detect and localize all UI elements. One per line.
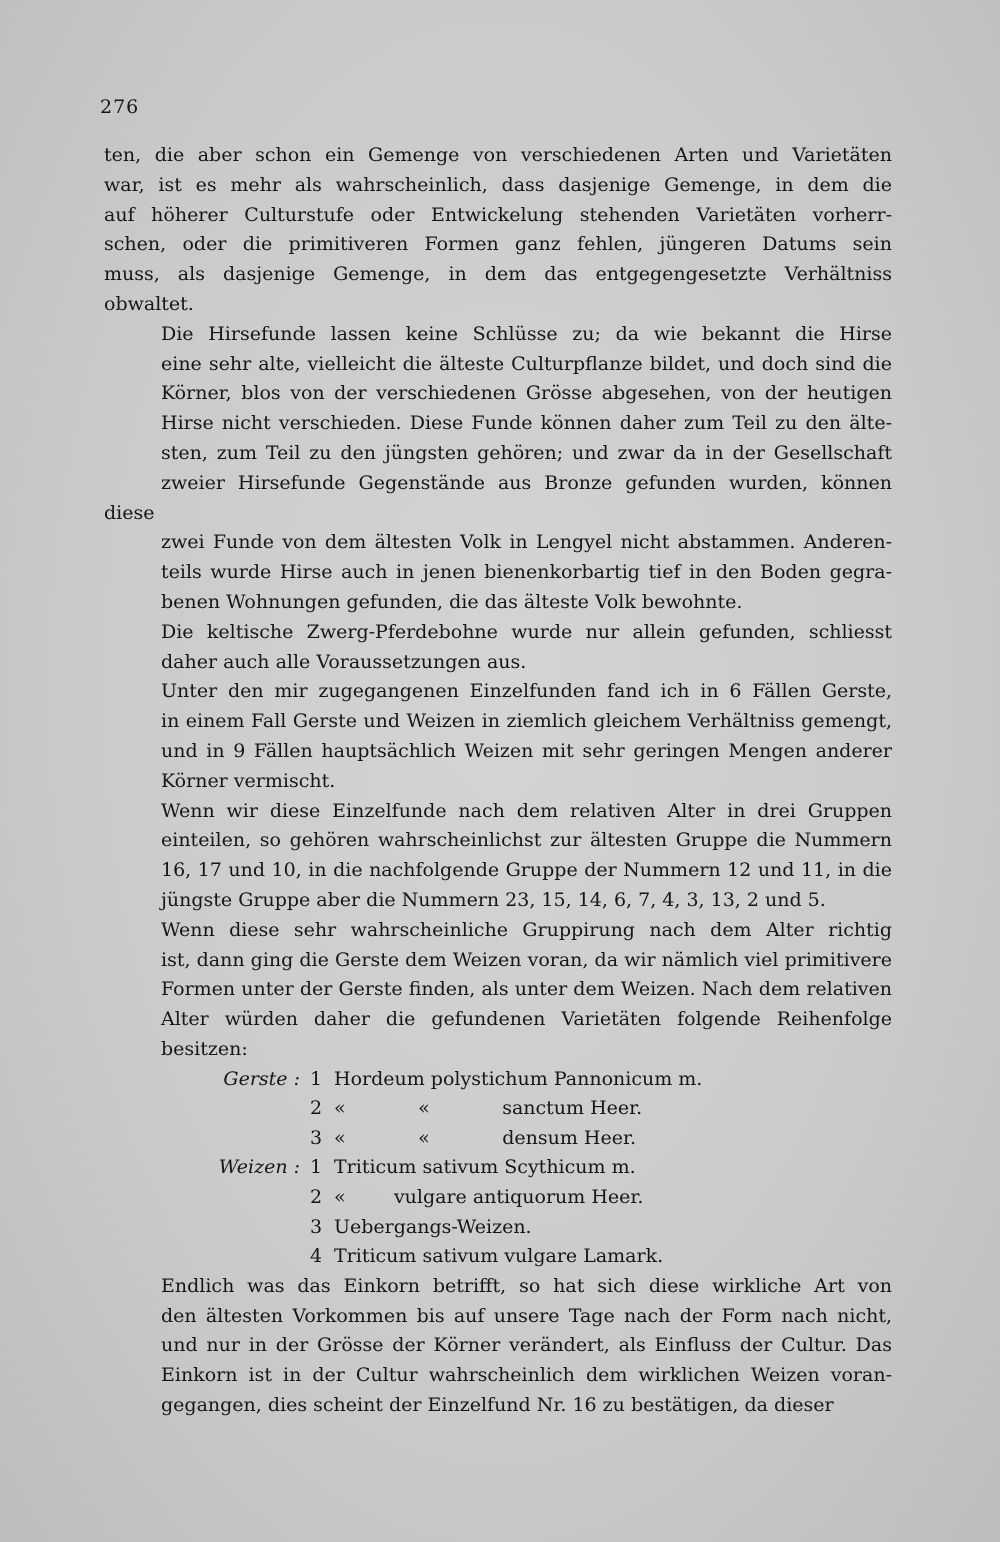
text-line: eine sehr alte, vielleicht die älteste Culturpflanze bildet, und doch sind die (161, 352, 892, 375)
text-line: Wenn wir diese Einzelfunde nach dem relativen Alter in drei Gruppen (161, 799, 892, 822)
text-line: und in 9 Fällen hauptsächlich Weizen mit sehr geringen Mengen anderer (161, 739, 892, 762)
paragraph (104, 916, 892, 1065)
variety-number: 3 (310, 1215, 323, 1238)
text-line: sten, zum Teil zu den jüngsten gehören; und zwar da in der Gesellschaft (161, 441, 892, 464)
variety-number: 2 (310, 1097, 323, 1120)
text-line: war, ist es mehr als wahrscheinlich, dass dasjenige Gemenge, in dem die (104, 173, 892, 196)
text-line: jüngste Gruppe aber die Nummern 23, 15, 14, 6, 7, 4, 3, 13, 2 und 5. (161, 888, 826, 911)
text-line: benen Wohnungen gefunden, die das älteste Volk bewohnte. (161, 590, 743, 613)
text-line: schen, oder die primitiveren Formen ganz fehlen, jüngeren Datums sein (104, 233, 892, 256)
page-number: 276 (100, 96, 140, 118)
variety-list (104, 1065, 892, 1272)
text-line: obwaltet. (104, 292, 194, 315)
variety-row (104, 1242, 892, 1272)
variety-name: « « densum Heer. (334, 1126, 636, 1149)
paragraph (104, 797, 892, 916)
paragraph (104, 677, 892, 796)
paragraph (104, 618, 892, 678)
variety-row (104, 1094, 892, 1124)
text-line: einteilen, so gehören wahrscheinlichst zur ältesten Gruppe die Nummern (161, 829, 892, 852)
text-line: Die Hirsefunde lassen keine Schlüsse zu; da wie bekannt die Hirse (161, 322, 892, 345)
variety-genus: Weizen : (218, 1156, 300, 1179)
text-line: besitzen: (161, 1037, 248, 1060)
variety-name: Uebergangs-Weizen. (334, 1215, 532, 1238)
variety-name: « vulgare antiquorum Heer. (334, 1186, 644, 1209)
closing-paragraph (104, 1272, 892, 1421)
variety-genus (104, 1094, 310, 1124)
variety-number: 2 (310, 1186, 323, 1209)
text-line: zweier Hirsefunde Gegenstände aus Bronze gefunden wurden, können diese (104, 471, 892, 524)
variety-name: Triticum sativum vulgare Lamark. (334, 1245, 664, 1268)
text-line: Alter würden daher die gefundenen Varietäten folgende Reihenfolge (161, 1008, 892, 1031)
variety-row (104, 1065, 892, 1095)
text-line: gegangen, dies scheint der Einzelfund Nr. 16 zu bestätigen, da dieser (161, 1394, 834, 1417)
variety-genus (104, 1183, 310, 1213)
text-line: zwei Funde von dem ältesten Volk in Lengyel nicht abstammen. Anderen- (161, 531, 892, 554)
text-line: Die keltische Zwerg-Pferdebohne wurde nur allein gefunden, schliesst (161, 620, 892, 643)
text-line: Körner vermischt. (161, 769, 336, 792)
text-line: Wenn diese sehr wahrscheinliche Gruppirung nach dem Alter richtig (161, 918, 892, 941)
variety-row (104, 1124, 892, 1154)
variety-genus: Gerste : (223, 1067, 300, 1090)
variety-name: Hordeum polystichum Pannonicum m. (334, 1067, 703, 1090)
text-line: den ältesten Vorkommen bis auf unsere Tage nach der Form nach nicht, (161, 1304, 892, 1327)
variety-number: 1 (310, 1067, 323, 1090)
variety-genus (104, 1213, 310, 1243)
variety-row (104, 1153, 892, 1183)
text-line: ist, dann ging die Gerste dem Weizen voran, da wir nämlich viel primitivere (161, 948, 892, 971)
text-line: ten, die aber schon ein Gemenge von verschiedenen Arten und Varietäten (104, 144, 892, 166)
text-line: Einkorn ist in der Cultur wahrscheinlich dem wirklichen Weizen voran- (161, 1364, 892, 1387)
text-line: Hirse nicht verschieden. Diese Funde können daher zum Teil zu den älte- (161, 412, 892, 435)
text-line: Unter den mir zugegangenen Einzelfunden fand ich in 6 Fällen Gerste, (161, 680, 892, 703)
text-line: Endlich was das Einkorn betrifft, so hat sich diese wirkliche Art von (161, 1274, 892, 1297)
paragraph (104, 141, 892, 320)
variety-name: « « sanctum Heer. (334, 1097, 643, 1120)
text-line: Formen unter der Gerste finden, als unter dem Weizen. Nach dem relativen (161, 978, 892, 1001)
text-line: auf höherer Culturstufe oder Entwickelung stehenden Varietäten vorherr- (104, 203, 892, 226)
text-line: und nur in der Grösse der Körner verändert, als Einfluss der Cultur. Das (161, 1334, 892, 1357)
variety-number: 4 (310, 1245, 323, 1268)
text-line: muss, als dasjenige Gemenge, in dem das entgegengesetzte Verhältniss (104, 263, 892, 286)
paragraph (104, 320, 892, 618)
text-line: teils wurde Hirse auch in jenen bienenkorbartig tief in den Boden gegra- (161, 561, 892, 584)
text-line: in einem Fall Gerste und Weizen in ziemlich gleichem Verhältniss gemengt, (161, 710, 892, 733)
variety-name: Triticum sativum Scythicum m. (334, 1156, 636, 1179)
body-text (104, 141, 892, 1421)
variety-genus (104, 1242, 310, 1272)
text-line: Körner, blos von der verschiedenen Grösse abgesehen, von der heutigen (161, 382, 892, 405)
text-line: daher auch alle Voraussetzungen aus. (161, 650, 527, 673)
variety-row (104, 1183, 892, 1213)
variety-number: 3 (310, 1126, 323, 1149)
variety-number: 1 (310, 1156, 323, 1179)
variety-row (104, 1213, 892, 1243)
text-line: 16, 17 und 10, in die nachfolgende Gruppe der Nummern 12 und 11, in die (161, 859, 892, 882)
variety-genus (104, 1124, 310, 1154)
